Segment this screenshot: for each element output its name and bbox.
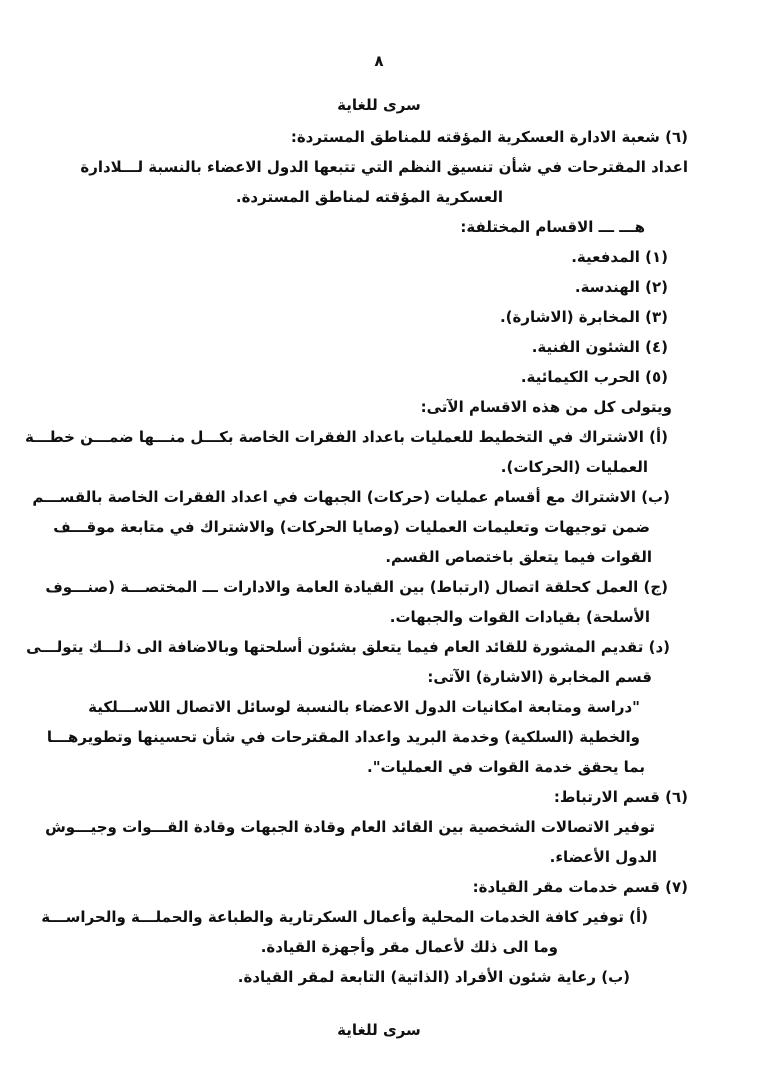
duty-d-line-2: قسم المخابرة (الاشارة) الآتى: <box>427 668 652 686</box>
hq-services-heading: (٧) قسم خدمات مقر القيادة: <box>472 878 688 896</box>
dept-engineering: (٢) الهندسة. <box>574 278 668 296</box>
quote-line-1: "دراسة ومتابعة امكانيات الدول الاعضاء بالنسبة لوسائل الاتصال اللاســـلكية <box>88 698 640 716</box>
duty-a-line-1: (أ) الاشتراك في التخطيط للعمليات باعداد الفقرات الخاصة بكـــل منـــها ضمـــن خطـــة <box>25 428 668 446</box>
duty-b-line-1: (ب) الاشتراك مع أقسام عمليات (حركات) الجبهات في اعداد الفقرات الخاصة بالقســـم <box>32 488 670 506</box>
document-body <box>0 122 758 992</box>
classification-footer: سرى للغاية <box>337 1021 421 1039</box>
division-para-line-1: اعداد المقترحات في شأن تنسيق النظم التي تتبعها الدول الاعضاء بالنسبة لـــلادارة <box>80 158 688 176</box>
quote-line-2: والخطية (السلكية) وخدمة البريد واعداد المقترحات في شأن تحسينها وتطويرهـــا <box>46 728 640 746</box>
liaison-heading: (٦) قسم الارتباط: <box>553 788 688 806</box>
division-heading: (٦) شعبة الادارة العسكرية المؤقته للمناطق المستردة: <box>290 128 688 146</box>
liaison-para-line-1: توفير الاتصالات الشخصية بين القائد العام وقادة الجبهات وقادة القـــوات وجيـــوش <box>45 818 655 836</box>
dept-artillery: (١) المدفعية. <box>571 248 668 266</box>
division-para-line-2: العسكرية المؤقته لمناطق المستردة. <box>235 188 503 206</box>
duty-c-line-1: (ج) العمل كحلقة اتصال (ارتباط) بين القيادة العامة والادارات ـــ المختصـــة (صنـــوف <box>45 578 668 596</box>
duties-intro: ويتولى كل من هذه الاقسام الآتى: <box>420 398 672 416</box>
quote-line-3: بما يحقق خدمة القوات في العمليات". <box>367 758 645 776</box>
duty-d-line-1: (د) تقديم المشورة للقائد العام فيما يتعلق بشئون أسلحتها وبالاضافة الى ذلـــك يتولـــى <box>26 638 670 656</box>
hq-duty-b-line-1: (ب) رعاية شئون الأفراد (الذاتية) التابعة لمقر القيادة. <box>237 968 630 986</box>
dept-technical-affairs: (٤) الشئون الفنية. <box>531 338 668 356</box>
dept-signals-intelligence: (٣) المخابرة (الاشارة). <box>499 308 668 326</box>
classification-header: سرى للغاية <box>337 96 421 114</box>
duty-b-line-2: ضمن توجيهات وتعليمات العمليات (وصايا الحركات) والاشتراك في متابعة موقـــف <box>53 518 650 536</box>
hq-duty-a-line-2: وما الى ذلك لأعمال مقر وأجهزة القيادة. <box>260 938 558 956</box>
page-number: ٨ <box>374 52 384 70</box>
duty-a-line-2: العمليات (الحركات). <box>500 458 648 476</box>
dept-chemical-warfare: (٥) الحرب الكيمائية. <box>520 368 668 386</box>
duty-c-line-2: الأسلحة) بقيادات القوات والجبهات. <box>389 608 650 626</box>
liaison-para-line-2: الدول الأعضاء. <box>549 848 657 866</box>
duty-b-line-3: القوات فيما يتعلق باختصاص القسم. <box>385 548 652 566</box>
hq-duty-a-line-1: (أ) توفير كافة الخدمات المحلية وأعمال السكرتارية والطباعة والحملـــة والحراســـة <box>41 908 648 926</box>
sections-list-heading: هـــ ـــ الاقسام المختلفة: <box>460 218 645 236</box>
